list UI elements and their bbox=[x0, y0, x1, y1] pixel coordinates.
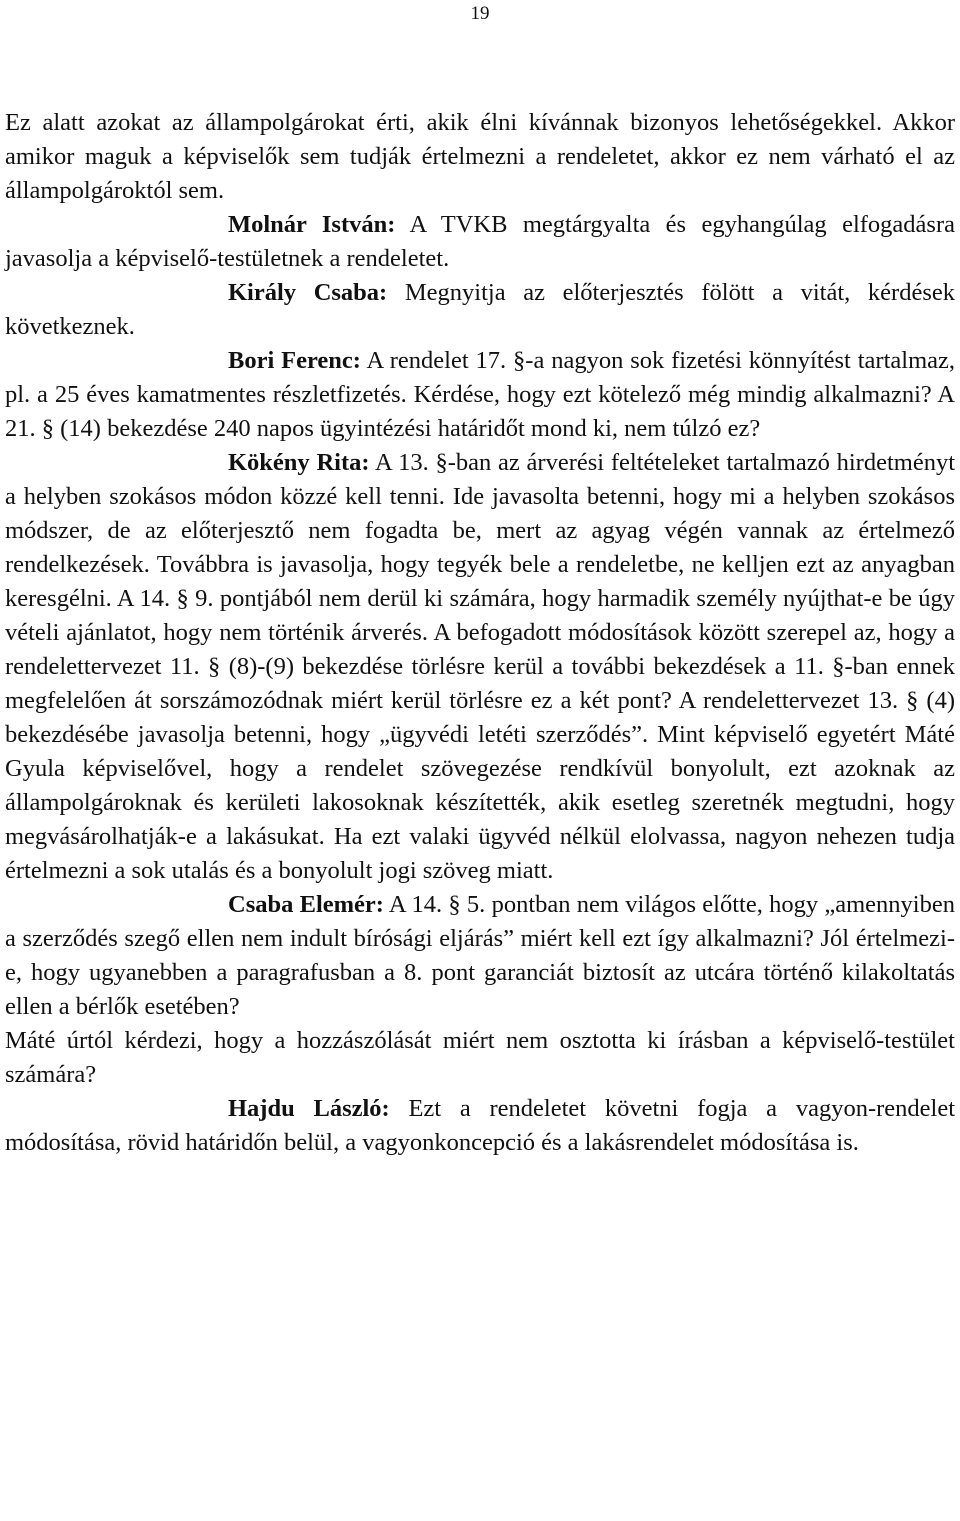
paragraph-hajdu bbox=[5, 1092, 955, 1160]
paragraph-text: A TVKB megtárgyalta és egyhangúlag elfogadásra javasolja a képviselő-testületnek a rendeletet. bbox=[5, 211, 955, 272]
paragraph-text: Máté úrtól kérdezi, hogy a hozzászólását miért nem osztotta ki írásban a képviselő-testület számára? bbox=[5, 1027, 955, 1088]
paragraph-bori bbox=[5, 344, 955, 446]
speaker-name: Hajdu László: bbox=[228, 1095, 390, 1122]
speaker-name: Kökény Rita: bbox=[228, 449, 370, 476]
paragraph-question-mate bbox=[5, 1024, 955, 1092]
paragraph-text: Ez alatt azokat az állampolgárokat érti, akik élni kívánnak bizonyos lehetőségekkel. Akkor amikor maguk a képviselők sem tudják értelmezni a rendeletet, akkor ez nem várható el az állampolgároktól sem. bbox=[5, 109, 955, 204]
paragraph-text: A 13. §-ban az árverési feltételeket tartalmazó hirdetményt a helyben szokásos módon közzé kell tenni. Ide javasolta betenni, hogy mi a helyben szokásos módszer, de az előterjesztő nem fogadta be, mert az agyag végén vannak az értelmező rendelkezések. Továbbra is javasolja, hogy tegyék bele a rendeletbe, ne kelljen ezt az anyagban keresgélni. A 14. § 9. pontjából nem derül ki számára, hogy harmadik személy nyújthat-e be úgy vételi ajánlatot, hogy nem történik árverés. A befogadott módosítások között szerepel az, hogy a rendelettervezet 11. § (8)-(9) bekezdése törlésre kerül a további bekezdések a 11. §-ban ennek megfelelően át sorszámozódnak miért kerül törlésre ez a két pont? A rendelettervezet 13. § (4) bekezdésébe javasolja betenni, hogy „ügyvédi letéti szerződés”. Mint képviselő egyetért Máté Gyula képviselővel, hogy a rendelet szövegezése rendkívül bonyolult, ezt azoknak az állampolgároknak és kerületi lakosoknak készítették, akik esetleg szeretnék megtudni, hogy megvásárolhatják-e a lakásukat. Ha ezt valaki ügyvéd nélkül elolvassa, nagyon nehezen tudja értelmezni a sok utalás és a bonyolult jogi szöveg miatt. bbox=[5, 449, 955, 884]
paragraph-text: Megnyitja az előterjesztés fölött a vitát, kérdések következnek. bbox=[5, 279, 956, 340]
paragraph-csaba-elemer bbox=[5, 888, 955, 1024]
paragraph-kiraly bbox=[5, 276, 955, 344]
paragraph-kokeny bbox=[5, 446, 955, 888]
paragraph-intro bbox=[5, 106, 955, 208]
paragraph-text: Ezt a rendeletet követni fogja a vagyon-rendelet módosítása, rövid határidőn belül, a vagyonkoncepció és a lakásrendelet módosítása is. bbox=[5, 1095, 955, 1156]
document-body bbox=[5, 106, 955, 1160]
speaker-name: Király Csaba: bbox=[228, 279, 388, 306]
speaker-name: Bori Ferenc: bbox=[228, 347, 361, 374]
speaker-name: Molnár István: bbox=[228, 211, 396, 238]
page-number: 19 bbox=[470, 3, 490, 24]
paragraph-molnar bbox=[5, 208, 955, 276]
speaker-name: Csaba Elemér: bbox=[228, 891, 384, 918]
paragraph-text: A 14. § 5. pontban nem világos előtte, hogy „amennyiben a szerződés szegő ellen nem indult bírósági eljárás” miért kell ezt így alkalmazni? Jól értelmezi-e, hogy ugyanebben a paragrafusban a 8. pont garanciát biztosít az utcára történő kilakoltatás ellen a bérlők esetében? bbox=[5, 891, 955, 1020]
paragraph-text: A rendelet 17. §-a nagyon sok fizetési könnyítést tartalmaz, pl. a 25 éves kamatmentes részletfizetés. Kérdése, hogy ezt kötelező még mindig alkalmazni? A 21. § (14) bekezdése 240 napos ügyintézési határidőt mond ki, nem túlzó ez? bbox=[5, 347, 955, 442]
